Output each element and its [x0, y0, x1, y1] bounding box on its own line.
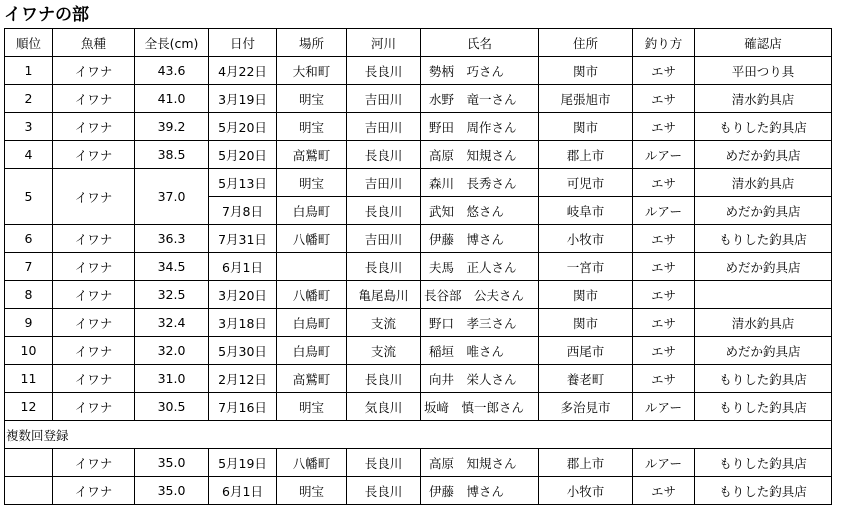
cell-store: もりした釣具店: [695, 393, 832, 421]
cell-store: 平田つり具: [695, 57, 832, 85]
cell-length: 31.0: [135, 365, 209, 393]
table-row: [5, 225, 832, 253]
section-row: [5, 421, 832, 449]
cell-address: 小牧市: [539, 477, 633, 505]
table-row: [5, 57, 832, 85]
table-row: [5, 169, 832, 197]
cell-name: 伊藤 博さん: [421, 477, 539, 505]
cell-method: エサ: [633, 477, 695, 505]
cell-address: 関市: [539, 57, 633, 85]
cell-date: 5月13日: [209, 169, 277, 197]
cell-method: エサ: [633, 57, 695, 85]
cell-fish: イワナ: [53, 365, 135, 393]
cell-fish: イワナ: [53, 281, 135, 309]
page-title: イワナの部: [4, 5, 89, 25]
cell-rank: 2: [5, 85, 53, 113]
header-store: 確認店: [695, 29, 832, 57]
header-row: [5, 29, 832, 57]
cell-store: もりした釣具店: [695, 477, 832, 505]
cell-length: 35.0: [135, 477, 209, 505]
cell-store: めだか釣具店: [695, 253, 832, 281]
header-date: 日付: [209, 29, 277, 57]
cell-place: 高鷲町: [277, 141, 347, 169]
cell-store: 清水釣具店: [695, 169, 832, 197]
cell-place: 八幡町: [277, 281, 347, 309]
table-row: [5, 449, 832, 477]
cell-address: 養老町: [539, 365, 633, 393]
cell-river: 長良川: [347, 57, 421, 85]
cell-length: 39.2: [135, 113, 209, 141]
cell-date: 5月20日: [209, 113, 277, 141]
cell-place: 明宝: [277, 169, 347, 197]
cell-river: 長良川: [347, 197, 421, 225]
cell-length: 32.0: [135, 337, 209, 365]
cell-method: ルアー: [633, 449, 695, 477]
header-length: 全長(cm): [135, 29, 209, 57]
cell-method: エサ: [633, 309, 695, 337]
cell-address: 関市: [539, 281, 633, 309]
cell-name: 水野 竜一さん: [421, 85, 539, 113]
cell-rank: 9: [5, 309, 53, 337]
cell-length: 38.5: [135, 141, 209, 169]
cell-method: エサ: [633, 169, 695, 197]
table-row: [5, 253, 832, 281]
cell-store: 清水釣具店: [695, 309, 832, 337]
table-row: [5, 337, 832, 365]
table-row: [5, 281, 832, 309]
table-row: [5, 477, 832, 505]
cell-river: 支流: [347, 337, 421, 365]
cell-river: 吉田川: [347, 225, 421, 253]
cell-length: 41.0: [135, 85, 209, 113]
cell-length: 32.5: [135, 281, 209, 309]
cell-store: もりした釣具店: [695, 113, 832, 141]
cell-river: 長良川: [347, 449, 421, 477]
cell-rank: 6: [5, 225, 53, 253]
cell-fish: イワナ: [53, 393, 135, 421]
cell-method: エサ: [633, 281, 695, 309]
cell-name: 高原 知規さん: [421, 449, 539, 477]
cell-store: [695, 281, 832, 309]
cell-date: 7月31日: [209, 225, 277, 253]
table-row: [5, 113, 832, 141]
cell-place: 白鳥町: [277, 197, 347, 225]
cell-river: 長良川: [347, 253, 421, 281]
cell-date: 4月22日: [209, 57, 277, 85]
cell-rank: 3: [5, 113, 53, 141]
cell-method: エサ: [633, 365, 695, 393]
cell-method: エサ: [633, 113, 695, 141]
cell-rank: [5, 449, 53, 477]
cell-date: 5月20日: [209, 141, 277, 169]
cell-name: 長谷部 公夫さん: [421, 281, 539, 309]
cell-name: 向井 栄人さん: [421, 365, 539, 393]
cell-fish: イワナ: [53, 477, 135, 505]
cell-store: 清水釣具店: [695, 85, 832, 113]
cell-fish: イワナ: [53, 57, 135, 85]
cell-length: 36.3: [135, 225, 209, 253]
cell-method: ルアー: [633, 141, 695, 169]
cell-place: 明宝: [277, 113, 347, 141]
cell-place: [277, 253, 347, 281]
cell-rank: 8: [5, 281, 53, 309]
cell-rank: 12: [5, 393, 53, 421]
cell-date: 3月19日: [209, 85, 277, 113]
cell-river: 吉田川: [347, 85, 421, 113]
cell-length: 37.0: [135, 169, 209, 225]
cell-name: 坂﨑 慎一郎さん: [421, 393, 539, 421]
cell-rank: [5, 477, 53, 505]
cell-store: もりした釣具店: [695, 449, 832, 477]
table-row: [5, 393, 832, 421]
cell-river: 吉田川: [347, 169, 421, 197]
cell-store: めだか釣具店: [695, 141, 832, 169]
cell-place: 明宝: [277, 477, 347, 505]
cell-place: 白鳥町: [277, 309, 347, 337]
cell-length: 35.0: [135, 449, 209, 477]
cell-address: 郡上市: [539, 141, 633, 169]
cell-rank: 10: [5, 337, 53, 365]
cell-place: 八幡町: [277, 449, 347, 477]
cell-length: 30.5: [135, 393, 209, 421]
header-address: 住所: [539, 29, 633, 57]
cell-river: 気良川: [347, 393, 421, 421]
cell-method: ルアー: [633, 197, 695, 225]
cell-river: 長良川: [347, 477, 421, 505]
cell-name: 伊藤 博さん: [421, 225, 539, 253]
cell-fish: イワナ: [53, 169, 135, 225]
cell-fish: イワナ: [53, 85, 135, 113]
cell-store: もりした釣具店: [695, 225, 832, 253]
cell-address: 可児市: [539, 169, 633, 197]
cell-address: 岐阜市: [539, 197, 633, 225]
cell-address: 小牧市: [539, 225, 633, 253]
cell-name: 高原 知規さん: [421, 141, 539, 169]
cell-address: 関市: [539, 113, 633, 141]
cell-name: 野田 周作さん: [421, 113, 539, 141]
cell-method: エサ: [633, 337, 695, 365]
cell-fish: イワナ: [53, 141, 135, 169]
cell-address: 尾張旭市: [539, 85, 633, 113]
cell-rank: 11: [5, 365, 53, 393]
cell-river: 亀尾島川: [347, 281, 421, 309]
cell-name: 武知 悠さん: [421, 197, 539, 225]
cell-store: もりした釣具店: [695, 365, 832, 393]
cell-method: エサ: [633, 253, 695, 281]
cell-rank: 5: [5, 169, 53, 225]
cell-date: 6月1日: [209, 477, 277, 505]
cell-place: 明宝: [277, 393, 347, 421]
cell-river: 吉田川: [347, 113, 421, 141]
cell-store: めだか釣具店: [695, 197, 832, 225]
cell-date: 3月18日: [209, 309, 277, 337]
cell-date: 3月20日: [209, 281, 277, 309]
header-river: 河川: [347, 29, 421, 57]
cell-river: 支流: [347, 309, 421, 337]
cell-place: 白鳥町: [277, 337, 347, 365]
cell-date: 7月16日: [209, 393, 277, 421]
header-fish: 魚種: [53, 29, 135, 57]
cell-fish: イワナ: [53, 113, 135, 141]
cell-rank: 1: [5, 57, 53, 85]
cell-place: 八幡町: [277, 225, 347, 253]
table-row: [5, 85, 832, 113]
cell-address: 関市: [539, 309, 633, 337]
cell-name: 夫馬 正人さん: [421, 253, 539, 281]
cell-date: 6月1日: [209, 253, 277, 281]
cell-length: 32.4: [135, 309, 209, 337]
cell-river: 長良川: [347, 365, 421, 393]
cell-name: 稲垣 唯さん: [421, 337, 539, 365]
cell-method: ルアー: [633, 393, 695, 421]
cell-date: 2月12日: [209, 365, 277, 393]
cell-fish: イワナ: [53, 225, 135, 253]
cell-date: 7月8日: [209, 197, 277, 225]
cell-name: 野口 孝三さん: [421, 309, 539, 337]
cell-river: 長良川: [347, 141, 421, 169]
table-row: [5, 309, 832, 337]
ranking-table: [4, 28, 832, 505]
cell-date: 5月30日: [209, 337, 277, 365]
cell-place: 高鷲町: [277, 365, 347, 393]
cell-place: 大和町: [277, 57, 347, 85]
header-place: 場所: [277, 29, 347, 57]
cell-address: 郡上市: [539, 449, 633, 477]
header-rank: 順位: [5, 29, 53, 57]
cell-place: 明宝: [277, 85, 347, 113]
cell-date: 5月19日: [209, 449, 277, 477]
cell-store: めだか釣具店: [695, 337, 832, 365]
cell-name: 森川 長秀さん: [421, 169, 539, 197]
cell-address: 多治見市: [539, 393, 633, 421]
cell-fish: イワナ: [53, 337, 135, 365]
cell-fish: イワナ: [53, 253, 135, 281]
cell-fish: イワナ: [53, 309, 135, 337]
cell-fish: イワナ: [53, 449, 135, 477]
cell-name: 勢柄 巧さん: [421, 57, 539, 85]
cell-address: 西尾市: [539, 337, 633, 365]
cell-length: 34.5: [135, 253, 209, 281]
cell-method: エサ: [633, 225, 695, 253]
cell-address: 一宮市: [539, 253, 633, 281]
cell-method: エサ: [633, 85, 695, 113]
cell-rank: 4: [5, 141, 53, 169]
section-label-multiple: 複数回登録: [5, 421, 832, 449]
header-method: 釣り方: [633, 29, 695, 57]
table-row: [5, 141, 832, 169]
table-row: [5, 365, 832, 393]
cell-length: 43.6: [135, 57, 209, 85]
header-name: 氏名: [421, 29, 539, 57]
cell-rank: 7: [5, 253, 53, 281]
